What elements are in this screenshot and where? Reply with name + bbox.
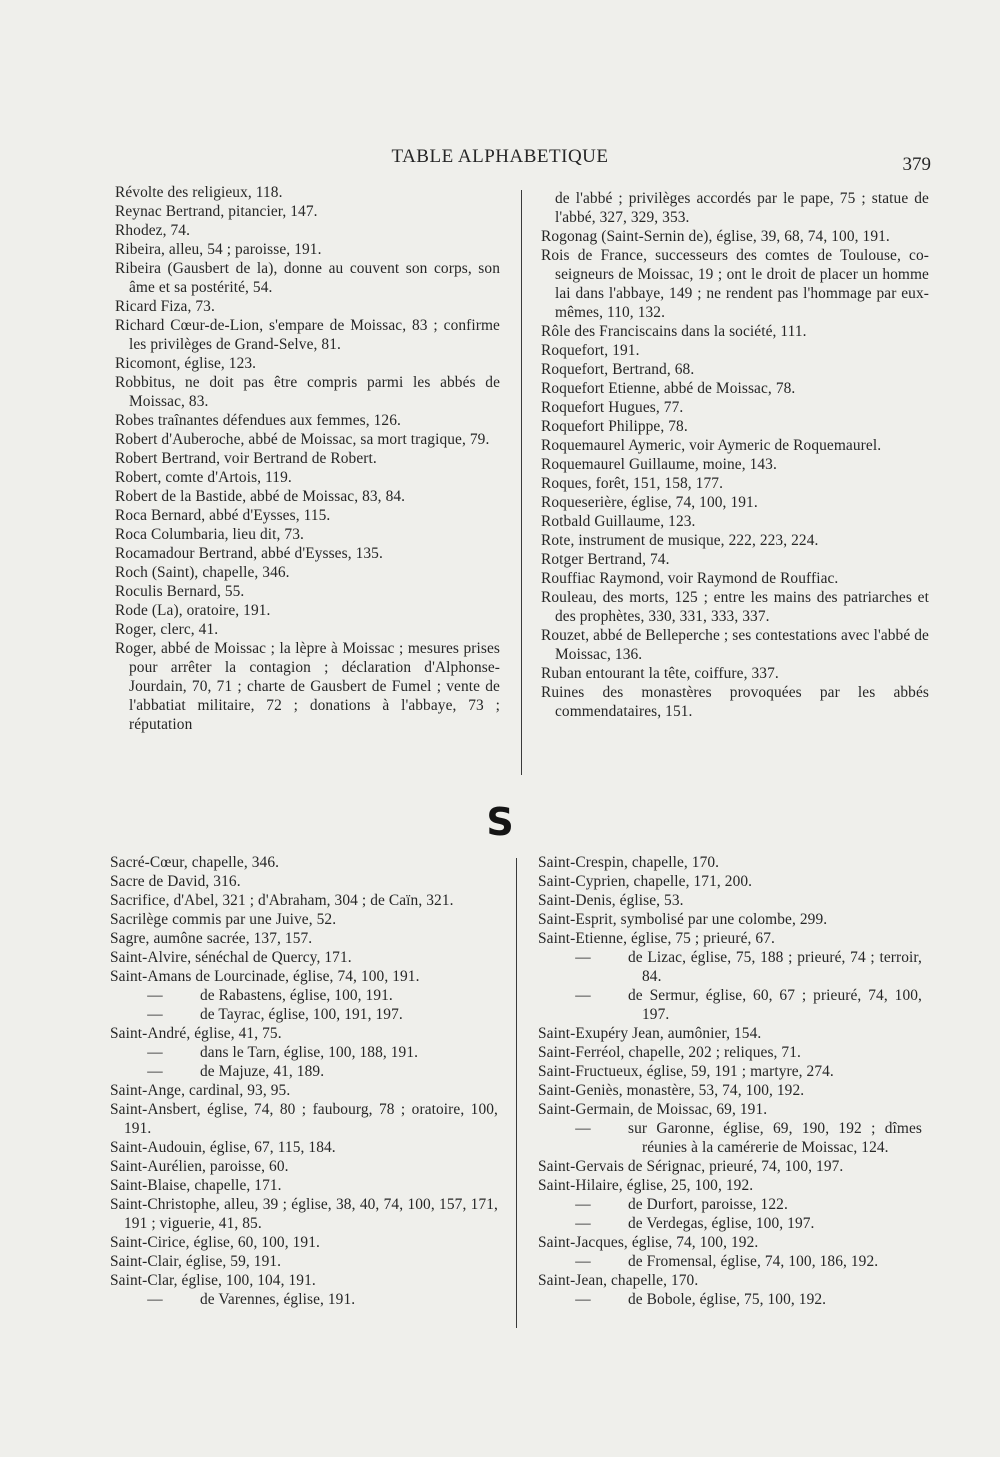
- index-subentry: [538, 1290, 922, 1309]
- index-entry-continuation: de l'abbé ; privilèges accordés par le pape, 75 ; statue de l'abbé, 327, 329, 353.: [555, 190, 929, 226]
- ditto-dash: —: [575, 1120, 591, 1137]
- index-subentry: [538, 948, 922, 986]
- ditto-dash: —: [575, 1196, 591, 1213]
- column-divider-top: [521, 190, 522, 775]
- ditto-dash: —: [575, 1215, 591, 1232]
- index-entry: Rouleau, des morts, 125 ; entre les mains des patriarches et des prophètes, 330, 331, 333, 337.: [541, 589, 929, 625]
- index-entry: Roques, forêt, 151, 158, 177.: [541, 475, 724, 492]
- ditto-dash: —: [575, 1253, 591, 1270]
- index-entry: Saint-Blaise, chapelle, 171.: [110, 1177, 282, 1194]
- index-entry: Rôle des Franciscains dans la société, 111.: [541, 323, 807, 340]
- index-entry: Saint-Christophe, alleu, 39 ; église, 38, 40, 74, 100, 157, 171, 191 ; viguerie, 41, 85.: [110, 1196, 498, 1232]
- column-divider-bottom: [516, 858, 517, 1328]
- index-entry: Saint-Denis, église, 53.: [538, 892, 684, 909]
- index-entry: Saint-Jean, chapelle, 170.: [538, 1272, 699, 1289]
- index-entry: Saint-Hilaire, église, 25, 100, 192.: [538, 1177, 754, 1194]
- index-subentry-text: de Durfort, paroisse, 122.: [628, 1196, 788, 1213]
- index-subentry: [110, 1005, 498, 1024]
- index-subentry-text: de Lizac, église, 75, 188 ; prieuré, 74 ; terroir, 84.: [628, 949, 922, 985]
- index-column-bottom-right: [538, 853, 922, 1309]
- index-entry: Robes traînantes défendues aux femmes, 126.: [115, 412, 401, 429]
- index-entry: Révolte des religieux, 118.: [115, 184, 283, 201]
- index-entry: Saint-Esprit, symbolisé par une colombe, 299.: [538, 911, 828, 928]
- index-subentry: [110, 986, 498, 1005]
- section-letter-heading: S: [486, 800, 514, 844]
- index-entry: Robert d'Auberoche, abbé de Moissac, sa mort tragique, 79.: [115, 431, 490, 448]
- index-entry: Robert Bertrand, voir Bertrand de Robert.: [115, 450, 377, 467]
- index-subentry: [110, 1290, 498, 1309]
- ditto-dash: —: [575, 987, 591, 1004]
- index-subentry: [110, 1043, 498, 1062]
- index-entry: Saint-Crespin, chapelle, 170.: [538, 854, 720, 871]
- index-entry: Saint-Fructueux, église, 59, 191 ; martyre, 274.: [538, 1063, 834, 1080]
- index-subentry: [538, 1119, 922, 1157]
- index-entry: Rotbald Guillaume, 123.: [541, 513, 696, 530]
- index-entry: Rocamadour Bertrand, abbé d'Eysses, 135.: [115, 545, 383, 562]
- index-entry: Saint-Germain, de Moissac, 69, 191.: [538, 1101, 768, 1118]
- index-entry: Reynac Bertrand, pitancier, 147.: [115, 203, 318, 220]
- index-entry: Saint-Alvire, sénéchal de Quercy, 171.: [110, 949, 352, 966]
- ditto-dash: —: [147, 1291, 163, 1308]
- index-subentry-text: dans le Tarn, église, 100, 188, 191.: [200, 1044, 419, 1061]
- index-entry: Roca Bernard, abbé d'Eysses, 115.: [115, 507, 331, 524]
- index-entry: Rogonag (Saint-Sernin de), église, 39, 68, 74, 100, 191.: [541, 228, 890, 245]
- index-column-top-right: [541, 189, 929, 721]
- index-entry: Ricomont, église, 123.: [115, 355, 257, 372]
- index-entry: Saint-Cirice, église, 60, 100, 191.: [110, 1234, 320, 1251]
- index-subentry-text: de Varennes, église, 191.: [200, 1291, 356, 1308]
- index-entry: Saint-Ansbert, église, 74, 80 ; faubourg, 78 ; oratoire, 100, 191.: [110, 1101, 498, 1137]
- index-entry: Saint-Ange, cardinal, 93, 95.: [110, 1082, 291, 1099]
- index-subentry: [110, 1062, 498, 1081]
- index-subentry-text: sur Garonne, église, 69, 190, 192 ; dîmes réunies à la camérerie de Moissac, 124.: [628, 1120, 922, 1156]
- index-entry: Roquemaurel Guillaume, moine, 143.: [541, 456, 777, 473]
- index-entry: Saint-Clar, église, 100, 104, 191.: [110, 1272, 316, 1289]
- index-entry: Saint-Clair, église, 59, 191.: [110, 1253, 282, 1270]
- index-subentry-text: de Rabastens, église, 100, 191.: [200, 987, 393, 1004]
- index-entry: Saint-Audouin, église, 67, 115, 184.: [110, 1139, 336, 1156]
- index-entry: Rois de France, successeurs des comtes de Toulouse, co-seigneurs de Moissac, 19 ; ont le droit de placer un homme lai dans l'abbaye, 149 ; ne rendent pas l'hommage par eux-mêmes, 110, 132.: [541, 247, 929, 321]
- index-subentry-text: de Sermur, église, 60, 67 ; prieuré, 74, 100, 197.: [628, 987, 922, 1023]
- index-subentry: [538, 1214, 922, 1233]
- index-entry: Rode (La), oratoire, 191.: [115, 602, 271, 619]
- index-entry: Saint-Gervais de Sérignac, prieuré, 74, 100, 197.: [538, 1158, 844, 1175]
- page-number: 379: [902, 154, 931, 175]
- index-entry: Roquefort Etienne, abbé de Moissac, 78.: [541, 380, 796, 397]
- index-entry: Sagre, aumône sacrée, 137, 157.: [110, 930, 313, 947]
- index-entry: Saint-Aurélien, paroisse, 60.: [110, 1158, 289, 1175]
- index-subentry: [538, 986, 922, 1024]
- index-subentry-text: de Verdegas, église, 100, 197.: [628, 1215, 815, 1232]
- index-entry: Saint-Ferréol, chapelle, 202 ; reliques, 71.: [538, 1044, 801, 1061]
- index-subentry: [538, 1252, 922, 1271]
- index-entry: Saint-Jacques, église, 74, 100, 192.: [538, 1234, 759, 1251]
- index-subentry-text: de Bobole, église, 75, 100, 192.: [628, 1291, 827, 1308]
- index-entry: Robert de la Bastide, abbé de Moissac, 83, 84.: [115, 488, 406, 505]
- index-entry: Roculis Bernard, 55.: [115, 583, 245, 600]
- running-title: TABLE ALPHABETIQUE: [391, 146, 609, 167]
- index-entry: Roquemaurel Aymeric, voir Aymeric de Roquemaurel.: [541, 437, 882, 454]
- index-entry: Sacre de David, 316.: [110, 873, 241, 890]
- index-entry: Rouzet, abbé de Belleperche ; ses contestations avec l'abbé de Moissac, 136.: [541, 627, 929, 663]
- index-column-bottom-left: [110, 853, 498, 1309]
- index-entry: Roger, clerc, 41.: [115, 621, 219, 638]
- index-entry: Rhodez, 74.: [115, 222, 191, 239]
- index-entry: Ribeira (Gausbert de la), donne au couvent son corps, son âme et sa postérité, 54.: [115, 260, 500, 296]
- index-entry: Richard Cœur-de-Lion, s'empare de Moissac, 83 ; confirme les privilèges de Grand-Selve, 81.: [115, 317, 500, 353]
- ditto-dash: —: [147, 1063, 163, 1080]
- index-entry: Sacrifice, d'Abel, 321 ; d'Abraham, 304 ; de Caïn, 321.: [110, 892, 454, 909]
- index-entry: Robbitus, ne doit pas être compris parmi les abbés de Moissac, 83.: [115, 374, 500, 410]
- ditto-dash: —: [147, 1006, 163, 1023]
- index-entry: Ribeira, alleu, 54 ; paroisse, 191.: [115, 241, 322, 258]
- index-entry: Robert, comte d'Artois, 119.: [115, 469, 292, 486]
- index-entry: Sacrilège commis par une Juive, 52.: [110, 911, 337, 928]
- index-entry: Saint-Cyprien, chapelle, 171, 200.: [538, 873, 753, 890]
- index-column-top-left: [115, 183, 500, 734]
- index-entry: Ruban entourant la tête, coiffure, 337.: [541, 665, 779, 682]
- index-entry: Roquefort, Bertrand, 68.: [541, 361, 695, 378]
- index-subentry-text: de Majuze, 41, 189.: [200, 1063, 325, 1080]
- index-entry: Rote, instrument de musique, 222, 223, 224.: [541, 532, 819, 549]
- index-entry: Saint-Etienne, église, 75 ; prieuré, 67.: [538, 930, 775, 947]
- index-entry: Saint-André, église, 41, 75.: [110, 1025, 282, 1042]
- ditto-dash: —: [575, 949, 591, 966]
- index-entry: Roger, abbé de Moissac ; la lèpre à Moissac ; mesures prises pour arrêter la contagion ; déclaration d'Alphonse-Jourdain, 70, 71 ; charte de Gausbert de Fumel ; vente de l'abbatiat militaire, 72 ; donations à l'abbaye, 73 ; réputation: [115, 640, 500, 733]
- index-entry: Saint-Exupéry Jean, aumônier, 154.: [538, 1025, 762, 1042]
- index-subentry: [538, 1195, 922, 1214]
- index-entry: Rotger Bertrand, 74.: [541, 551, 670, 568]
- ditto-dash: —: [147, 987, 163, 1004]
- index-entry: Roqueserière, église, 74, 100, 191.: [541, 494, 758, 511]
- index-subentry-text: de Tayrac, église, 100, 191, 197.: [200, 1006, 403, 1023]
- index-entry: Roch (Saint), chapelle, 346.: [115, 564, 290, 581]
- ditto-dash: —: [147, 1044, 163, 1061]
- index-subentry-text: de Fromensal, église, 74, 100, 186, 192.: [628, 1253, 879, 1270]
- index-entry: Ruines des monastères provoquées par les abbés commendataires, 151.: [541, 684, 929, 720]
- index-entry: Rouffiac Raymond, voir Raymond de Rouffiac.: [541, 570, 839, 587]
- ditto-dash: —: [575, 1291, 591, 1308]
- index-entry: Roca Columbaria, lieu dit, 73.: [115, 526, 304, 543]
- index-entry: Roquefort, 191.: [541, 342, 640, 359]
- index-entry: Ricard Fiza, 73.: [115, 298, 215, 315]
- index-entry: Roquefort Hugues, 77.: [541, 399, 684, 416]
- index-entry: Saint-Amans de Lourcinade, église, 74, 100, 191.: [110, 968, 420, 985]
- index-entry: Roquefort Philippe, 78.: [541, 418, 688, 435]
- index-entry: Sacré-Cœur, chapelle, 346.: [110, 854, 280, 871]
- index-entry: Saint-Geniès, monastère, 53, 74, 100, 192.: [538, 1082, 805, 1099]
